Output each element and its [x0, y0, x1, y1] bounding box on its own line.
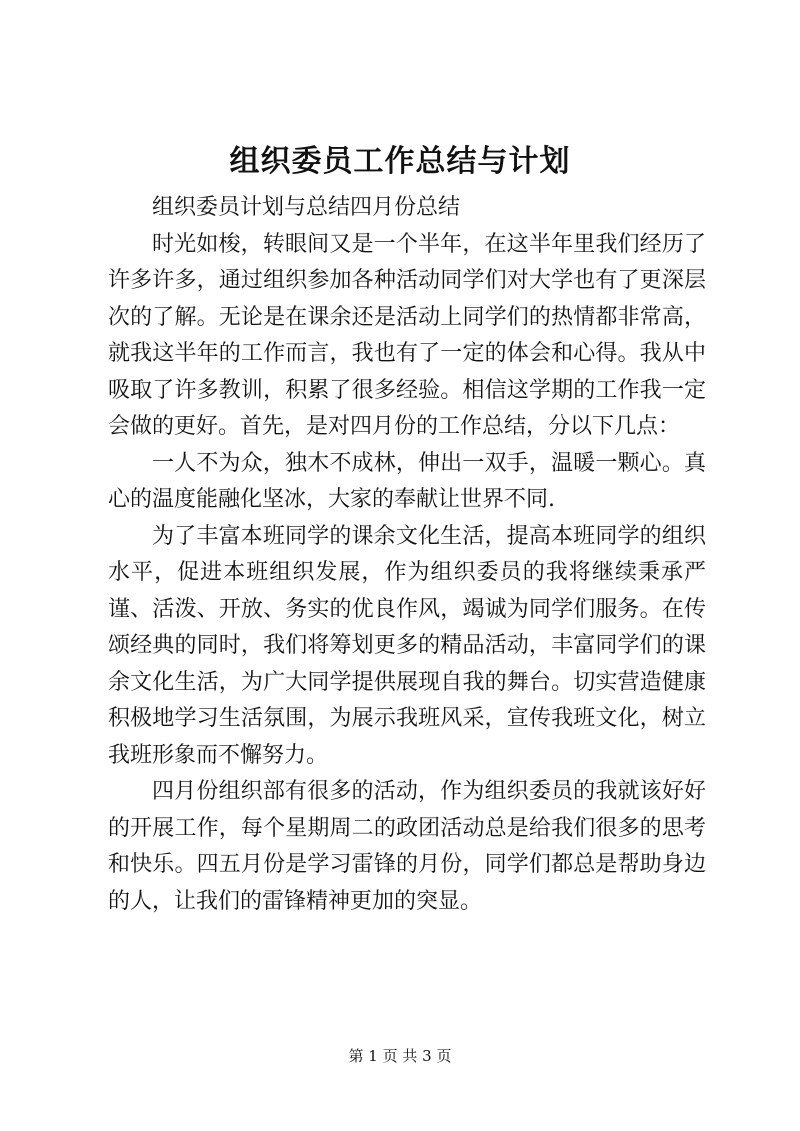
paragraph-april-activities: 四月份组织部有很多的活动，作为组织委员的我就该好好的开展工作，每个星期周二的政团活动总是给我们很多的思考和快乐。四五月份是学习雷锋的月份，同学们都总是帮助身边的人，让我们的雷锋精神更加的突显。 [108, 779, 706, 914]
document-body [108, 190, 706, 920]
document-title: 组织委员工作总结与计划 [229, 144, 571, 179]
paragraph-subtitle: 组织委员计划与总结四月份总结 [152, 195, 461, 220]
page-footer: 第 1 页 共 3 页 [348, 1047, 452, 1065]
paragraph-intro: 时光如梭，转眼间又是一个半年，在这半年里我们经历了许多许多，通过组织参加各种活动同学们对大学也有了更深层次的了解。无论是在课余还是活动上同学们的热情都非常高，就我这半年的工作而言，我也有了一定的体会和心得。我从中吸取了许多教训，积累了很多经验。相信这学期的工作我一定会做的更好。首先，是对四月份的工作总结，分以下几点： [108, 231, 706, 439]
paragraph-motto: 一人不为众，独木不成林，伸出一双手，温暖一颗心。真心的温度能融化坚冰，大家的奉献让世界不同. [108, 450, 706, 512]
paragraph-plan: 为了丰富本班同学的课余文化生活，提高本班同学的组织水平，促进本班组织发展，作为组织委员的我将继续秉承严谨、活泼、开放、务实的优良作风，竭诚为同学们服务。在传颂经典的同时，我们将筹划更多的精品活动，丰富同学们的课余文化生活，为广大同学提供展现自我的舞台。切实营造健康积极地学习生活氛围，为展示我班风采，宣传我班文化，树立我班形象而不懈努力。 [108, 523, 706, 768]
